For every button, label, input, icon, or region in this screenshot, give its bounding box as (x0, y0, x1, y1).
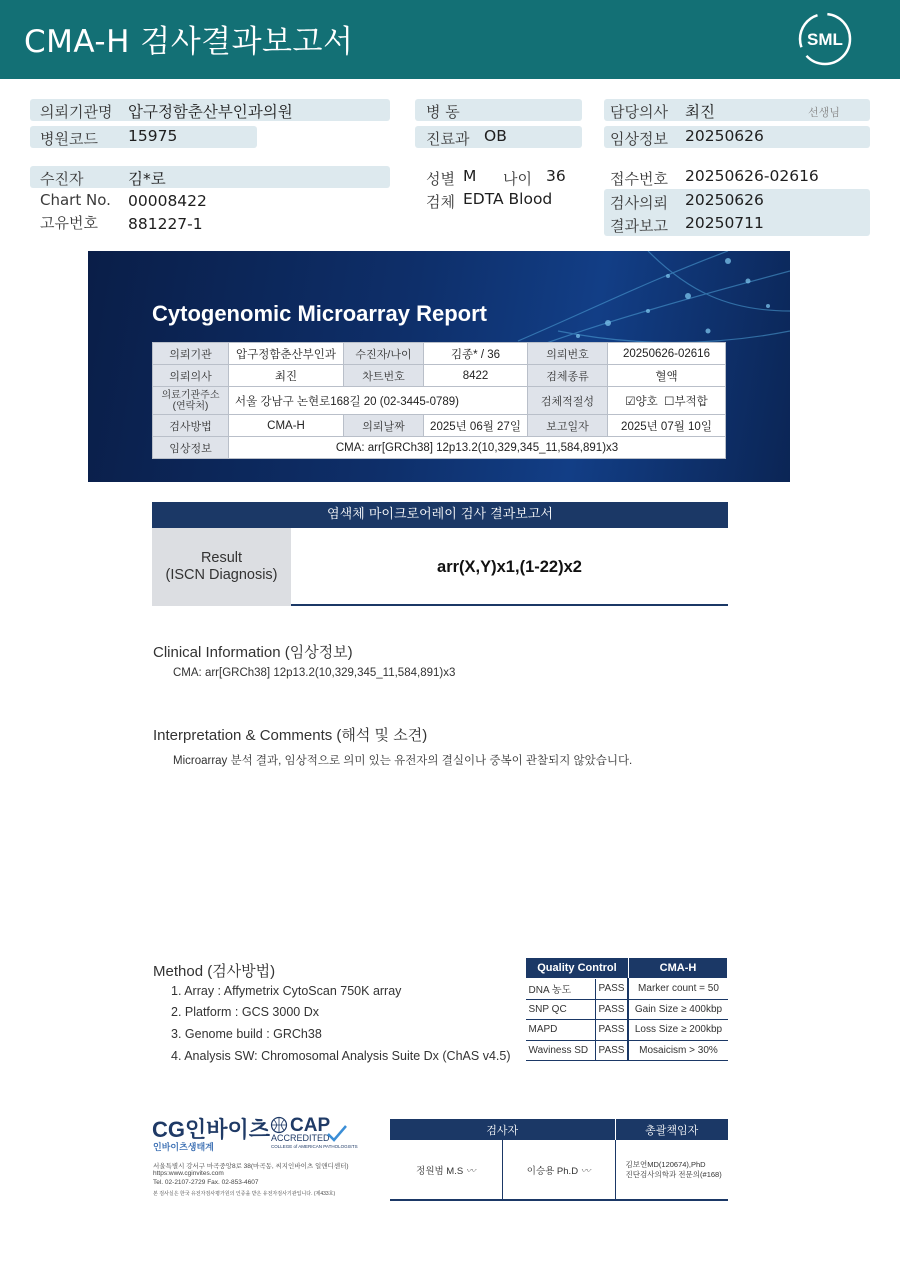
report-date-label: 결과보고 (610, 217, 668, 235)
sig-examiner-header: 검사자 (390, 1119, 615, 1140)
addr-label-line2: (연락처) (172, 400, 209, 412)
chart-value: 00008422 (128, 192, 207, 210)
table-cell: 의뢰번호 (528, 343, 608, 365)
chief-signature (615, 1140, 728, 1200)
address-line: Tel. 02-2107-2729 Fax. 02-853-4607 (153, 1179, 259, 1186)
table-cell: 최진 (229, 365, 344, 387)
checkbox-unchecked-icon: ☐ (664, 395, 675, 408)
interpretation-title: Interpretation & Comments (해석 및 소견) (153, 727, 428, 744)
table-row (153, 387, 726, 415)
table-cell: 보고일자 (528, 415, 608, 437)
qc-metric: MAPD (526, 1020, 596, 1041)
sex-value: M (463, 167, 477, 185)
table-cell: 검체적절성 (528, 387, 608, 415)
report-banner (88, 251, 790, 482)
chief-line1: 김보연MD(120674),PhD (625, 1159, 706, 1169)
result-value: arr(X,Y)x1,(1-22)x2 (437, 558, 582, 576)
qc-status: PASS (595, 1040, 628, 1061)
institution-value: 압구정함춘산부인과의원 (128, 103, 293, 121)
cap-subtitle: COLLEGE of AMERICAN PATHOLOGISTS (271, 1144, 358, 1149)
patient-pill (30, 166, 390, 188)
table-row (390, 1140, 728, 1200)
address-line: https:www.cginvites.com (153, 1170, 224, 1177)
table-row (526, 979, 728, 1000)
table-cell: 2025년 07월 10일 (608, 415, 726, 437)
dept-value: OB (484, 127, 507, 145)
report-date-value: 20250711 (685, 214, 764, 232)
header-bar (0, 0, 900, 79)
examiner1-signature (390, 1140, 502, 1200)
result-label (152, 528, 291, 606)
clinical-label: 임상정보 (610, 130, 668, 148)
table-cell (153, 387, 229, 415)
checkbox-checked-icon: ☑ (625, 395, 636, 408)
qc-criteria: Mosaicism > 30% (628, 1040, 727, 1061)
chief-line2: 진단검사의학과 전문의(#168) (625, 1169, 722, 1179)
age-value: 36 (546, 167, 566, 185)
sml-logo-text: SML (807, 30, 843, 49)
adequacy-cell (608, 387, 726, 415)
method-item: 4. Analysis SW: Chromosomal Analysis Suite Dx (ChAS v4.5) (171, 1049, 511, 1063)
qc-metric: SNP QC (526, 999, 596, 1020)
checkmark-icon (326, 1124, 348, 1142)
method-item: 2. Platform : GCS 3000 Dx (171, 1005, 319, 1019)
table-cell: 수진자/나이 (344, 343, 424, 365)
examiner1-name: 정원범 M.S (416, 1165, 464, 1177)
quality-control-table (525, 957, 728, 1061)
doctor-label: 담당의사 (610, 103, 668, 121)
addr-label-line1: 의료기관주소 (161, 389, 220, 401)
table-row (153, 365, 726, 387)
table-cell: 의뢰날짜 (344, 415, 424, 437)
sig-chief-header: 총괄책임자 (615, 1119, 728, 1140)
method-title: Method (검사방법) (153, 963, 276, 980)
sml-logo-icon (798, 12, 852, 66)
banner-info-table (152, 342, 726, 459)
examiner2-signature (502, 1140, 615, 1200)
table-cell: 20250626-02616 (608, 343, 726, 365)
qc-metric: DNA 농도 (526, 979, 596, 1000)
report-title: CMA-H 검사결과보고서 (24, 24, 354, 60)
examiner2-name: 이승용 Ph.D (526, 1165, 579, 1177)
method-item: 3. Genome build : GRCh38 (171, 1027, 322, 1041)
table-cell: 차트번호 (344, 365, 424, 387)
signature-scribble-icon: 〰 (580, 1165, 591, 1177)
request-label: 검사의뢰 (610, 194, 668, 212)
age-label: 나이 (503, 170, 532, 188)
qc-status: PASS (595, 979, 628, 1000)
qc-header-left: Quality Control (526, 958, 629, 979)
cap-accredited: ACCREDITED (271, 1133, 330, 1143)
specimen-value: EDTA Blood (463, 190, 553, 208)
table-cell: 압구정함춘산부인과 (229, 343, 344, 365)
hospital-code-value: 15975 (128, 127, 178, 145)
table-cell: 의뢰의사 (153, 365, 229, 387)
qc-header-right: CMA-H (628, 958, 727, 979)
table-row (526, 958, 728, 979)
ward-label: 병 동 (426, 103, 460, 121)
signature-scribble-icon: 〰 (465, 1165, 476, 1177)
adequacy-unchecked-label: 부적합 (674, 395, 708, 408)
table-cell: 서울 강남구 논현로168길 20 (02-3445-0789) (229, 387, 528, 415)
result-label-line2: (ISCN Diagnosis) (165, 567, 278, 583)
doctor-suffix: 선생님 (808, 106, 840, 119)
id-value: 881227-1 (128, 215, 203, 233)
result-label-line1: Result (200, 550, 243, 566)
result-header: 염색체 마이크로어레이 검사 결과보고서 (152, 502, 728, 528)
interpretation-text: Microarray 분석 결과, 임상적으로 의미 있는 유전자의 결실이나 중복이 관찰되지 않았습니다. (173, 755, 633, 767)
table-cell: CMA: arr[GRCh38] 12p13.2(10,329,345_11,584,891)x3 (229, 437, 726, 459)
doctor-value: 최진 (685, 103, 715, 121)
signature-table (390, 1119, 728, 1201)
request-value: 20250626 (685, 191, 764, 209)
clinical-title: Clinical Information (임상정보) (153, 644, 353, 661)
table-cell: 의뢰기관 (153, 343, 229, 365)
qc-status: PASS (595, 1020, 628, 1041)
cg-invites-logo: CG인바이츠 (152, 1117, 271, 1142)
id-label: 고유번호 (40, 214, 98, 232)
table-cell: 2025년 06월 27일 (424, 415, 528, 437)
table-row (153, 415, 726, 437)
adequacy-checked-label: 양호 (635, 395, 658, 408)
institution-label: 의뢰기관명 (40, 103, 113, 121)
qc-status: PASS (595, 999, 628, 1020)
table-cell: 혈액 (608, 365, 726, 387)
address-line: 서울특별시 강서구 마곡중앙8로 38(마곡동, 씨지인바이츠 일앤디센터) (153, 1163, 349, 1170)
receipt-label: 접수번호 (610, 170, 668, 188)
cap-globe-icon (270, 1116, 288, 1134)
patient-label: 수진자 (40, 170, 84, 188)
table-cell: CMA-H (229, 415, 344, 437)
table-row (526, 1020, 728, 1041)
table-row (526, 999, 728, 1020)
clinical-text: CMA: arr[GRCh38] 12p13.2(10,329,345_11,584,891)x3 (173, 667, 456, 679)
sex-label: 성별 (426, 170, 455, 188)
specimen-label: 검체 (426, 193, 455, 211)
hospital-code-label: 병원코드 (40, 130, 98, 148)
receipt-value: 20250626-02616 (685, 167, 819, 185)
cg-invites-subtitle: 인바이츠생태계 (153, 1142, 214, 1152)
qc-metric: Waviness SD (526, 1040, 596, 1061)
table-cell: 임상정보 (153, 437, 229, 459)
banner-title: Cytogenomic Microarray Report (152, 301, 487, 326)
cap-logo: CAP (290, 1115, 331, 1136)
table-row (153, 437, 726, 459)
table-cell: 김종* / 36 (424, 343, 528, 365)
qc-criteria: Marker count = 50 (628, 979, 727, 1000)
result-box (152, 528, 728, 606)
table-cell: 검체종류 (528, 365, 608, 387)
clinical-value: 20250626 (685, 127, 764, 145)
dept-label: 진료과 (426, 130, 470, 148)
table-cell: 검사방법 (153, 415, 229, 437)
table-row (526, 1040, 728, 1061)
qc-criteria: Gain Size ≥ 400kbp (628, 999, 727, 1020)
table-row (390, 1119, 728, 1140)
chart-label: Chart No. (40, 191, 111, 209)
method-item: 1. Array : Affymetrix CytoScan 750K array (171, 984, 402, 998)
qc-criteria: Loss Size ≥ 200kbp (628, 1020, 727, 1041)
patient-value: 김*로 (128, 170, 166, 188)
table-row (153, 343, 726, 365)
address-line: 본 검사실은 한국 유전자검사평가원의 인증을 받은 유전자검사기관입니다. (제433호) (153, 1191, 336, 1197)
table-cell: 8422 (424, 365, 528, 387)
